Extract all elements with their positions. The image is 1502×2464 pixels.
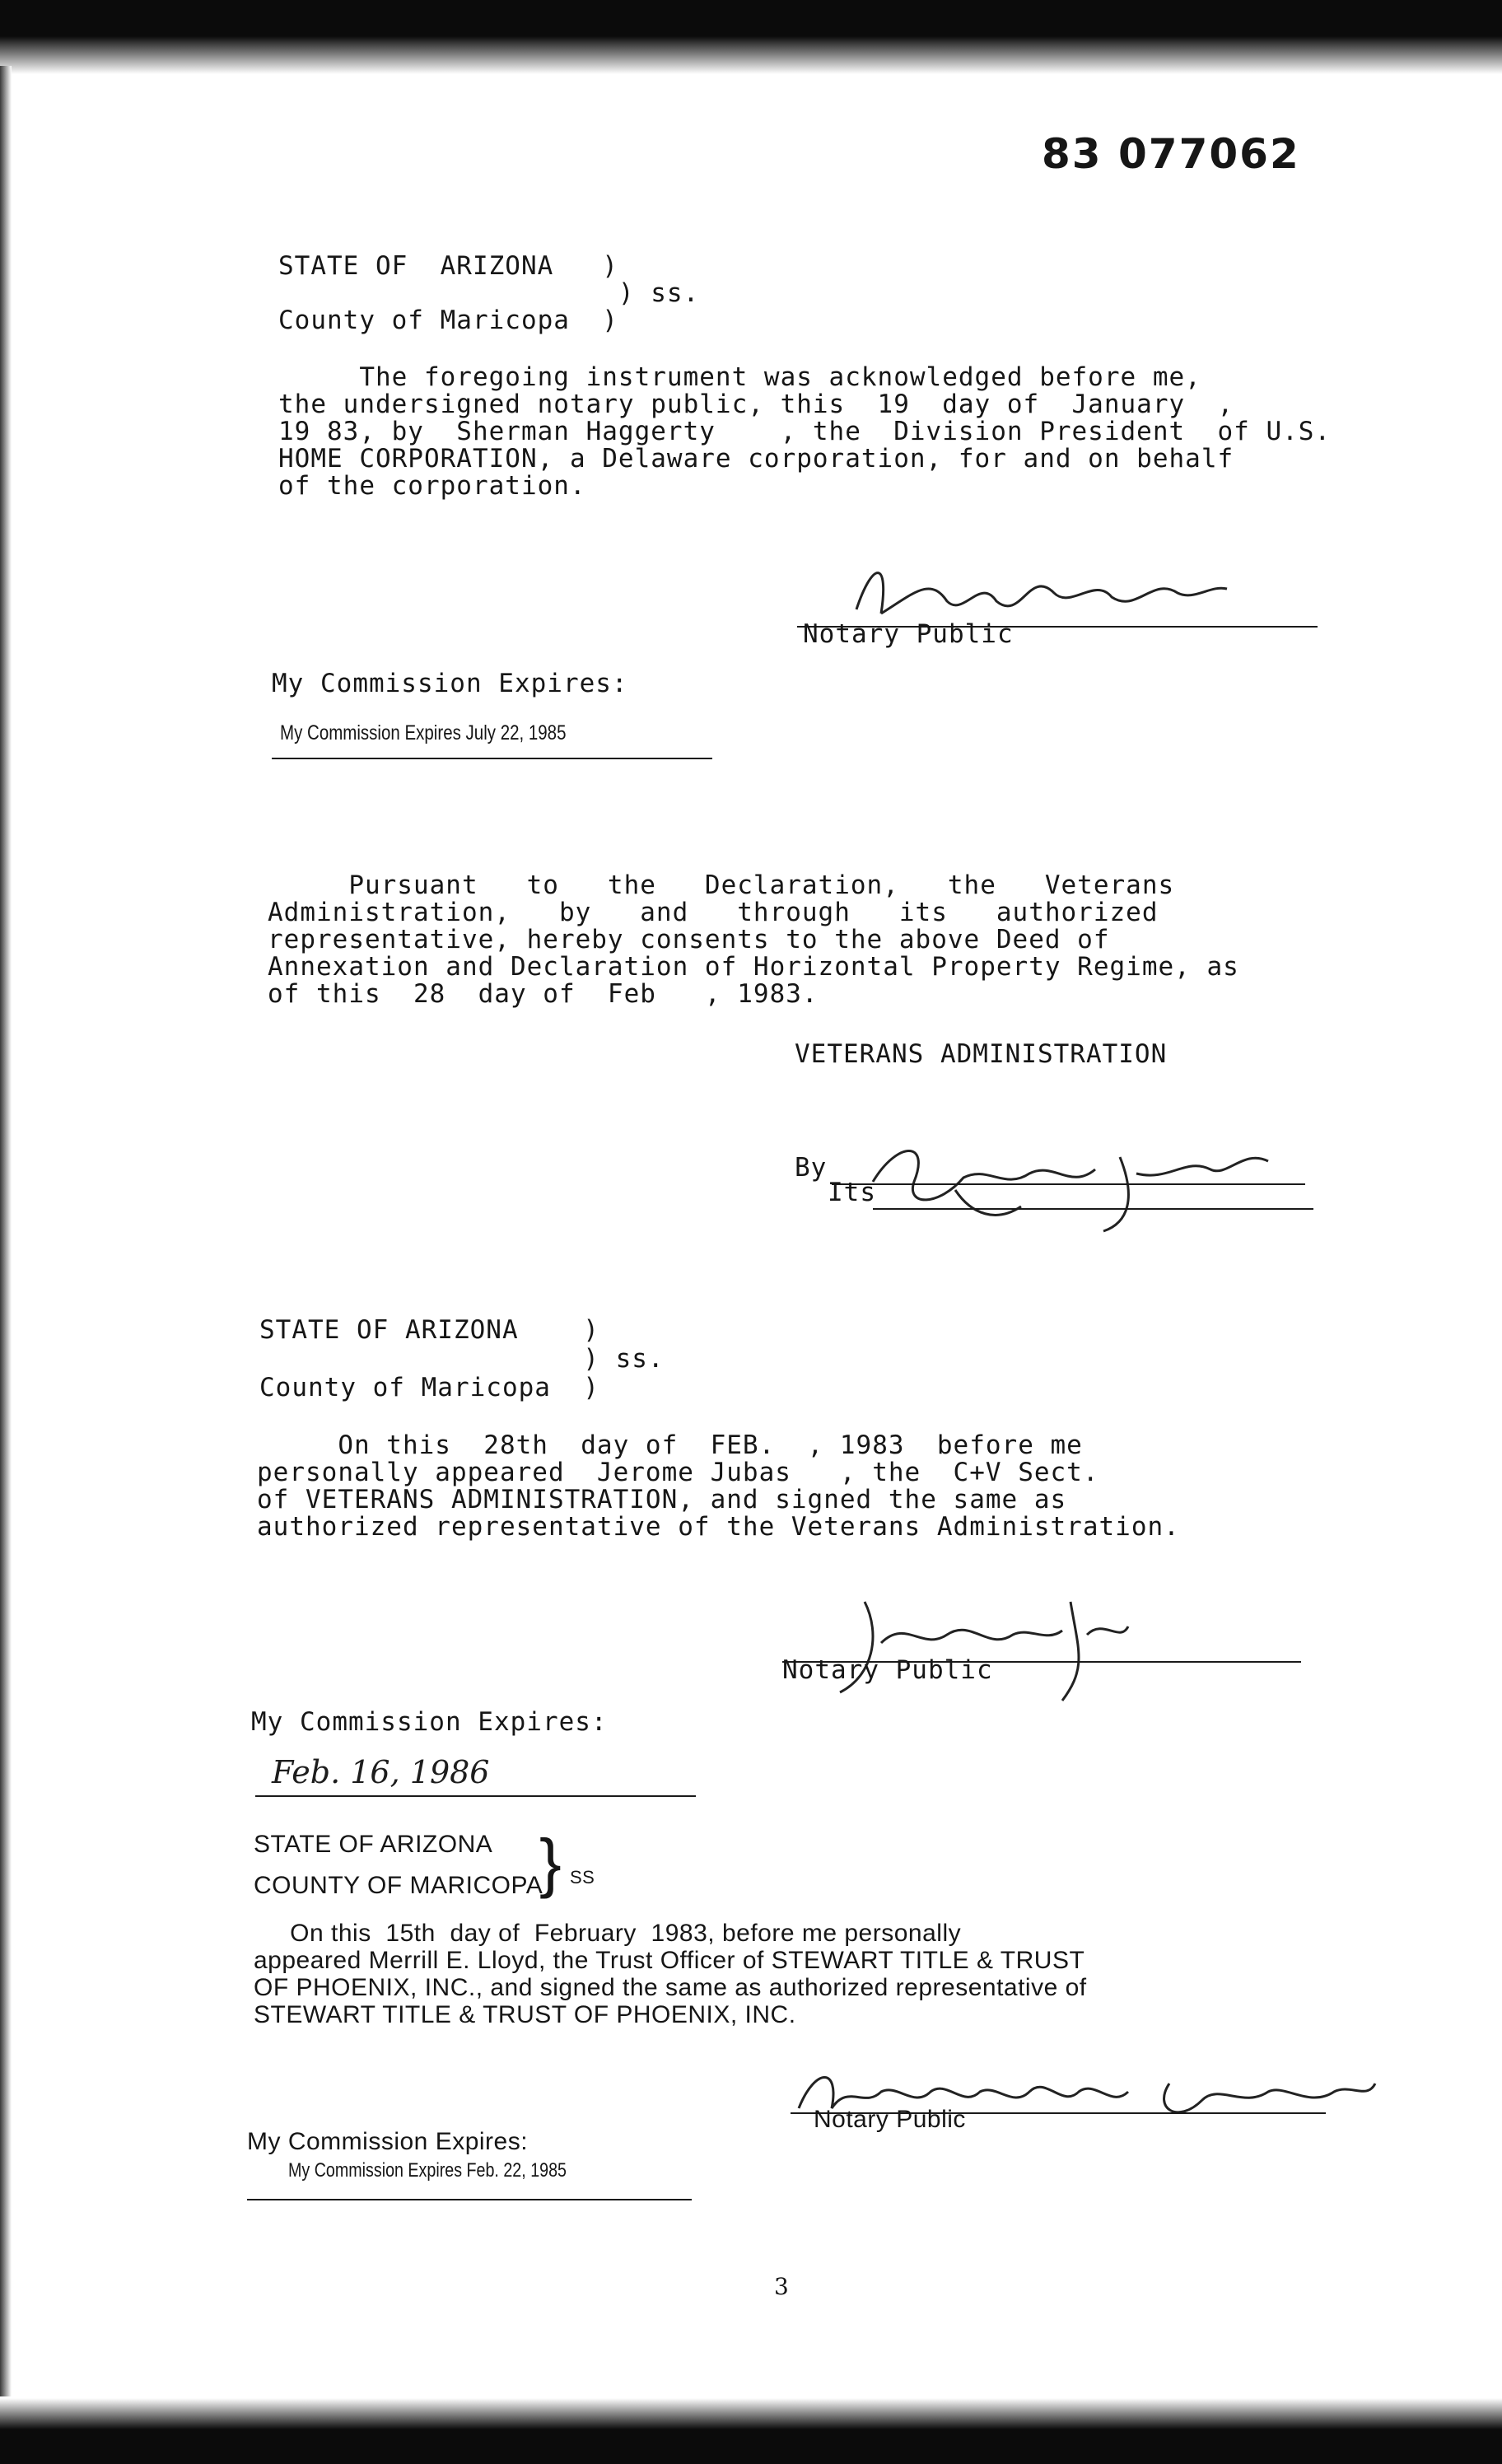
ack3-commission-label: My Commission Expires: <box>247 2128 529 2155</box>
consent-org: VETERANS ADMINISTRATION <box>795 1039 1168 1069</box>
ack2-ss-line: ) ss. <box>259 1344 665 1374</box>
ack2-notary-signature <box>815 1585 1161 1709</box>
ack3-notary-label: Notary Public <box>814 2106 966 2133</box>
ack2-county-line: County of Maricopa ) <box>259 1373 599 1402</box>
ack3-line-3: OF PHOENIX, INC., and signed the same as authorized representative of <box>254 1974 1087 2001</box>
document-number: 83 077062 <box>1042 130 1300 178</box>
ack2-commission-label: My Commission Expires: <box>251 1707 608 1737</box>
ack1-commission-label: My Commission Expires: <box>272 669 628 698</box>
ack2-commission-date: Feb. 16, 1986 <box>272 1754 490 1790</box>
ack3-commission-rule <box>247 2199 692 2200</box>
consent-its-label: Its <box>828 1178 876 1207</box>
ack3-brace: } <box>539 1826 562 1899</box>
ack2-line-1: On this 28th day of FEB. , 1983 before me <box>257 1430 1083 1460</box>
scan-top-edge <box>0 0 1502 74</box>
consent-line-1: Pursuant to the Declaration, the Veterans <box>268 870 1175 900</box>
page-number: 3 <box>774 2273 789 2300</box>
scan-bottom-edge <box>0 2398 1502 2464</box>
consent-its-rule <box>873 1208 1313 1210</box>
ack1-notary-label: Notary Public <box>803 619 1014 649</box>
ack2-line-4: authorized representative of the Veterans Administration. <box>257 1512 1180 1542</box>
consent-by-label: By <box>795 1153 828 1183</box>
consent-line-4: Annexation and Declaration of Horizontal Property Regime, as <box>268 952 1239 982</box>
consent-by-rule <box>832 1183 1305 1185</box>
ack1-ss-line: ) ss. <box>278 278 700 308</box>
ack1-line-3: 19 83, by Sherman Haggerty , the Division President of U.S. <box>278 417 1332 446</box>
ack3-county-line: COUNTY OF MARICOPA <box>254 1872 543 1899</box>
ack1-line-2: the undersigned notary public, this 19 day of January , <box>278 390 1234 419</box>
ack2-state-line: STATE OF ARIZONA ) <box>259 1315 599 1345</box>
ack3-state-line: STATE OF ARIZONA <box>254 1831 493 1858</box>
ack3-line-4: STEWART TITLE & TRUST OF PHOENIX, INC. <box>254 2001 796 2028</box>
ack1-commission-stamp: My Commission Expires July 22, 1985 <box>280 721 567 744</box>
ack1-line-5: of the corporation. <box>278 471 586 501</box>
ack2-line-3: of VETERANS ADMINISTRATION, and signed the same as <box>257 1485 1067 1514</box>
consent-line-3: representative, hereby consents to the above Deed of <box>268 925 1110 954</box>
ack1-commission-rule <box>272 758 712 759</box>
scan-left-edge <box>0 66 12 2396</box>
ack1-line-4: HOME CORPORATION, a Delaware corporation, for and on behalf <box>278 444 1234 474</box>
ack1-county-line: County of Maricopa ) <box>278 306 618 335</box>
consent-line-2: Administration, by and through its authorized <box>268 898 1159 927</box>
ack3-line-2: appeared Merrill E. Lloyd, the Trust Officer of STEWART TITLE & TRUST <box>254 1947 1085 1974</box>
consent-signature <box>856 1132 1318 1239</box>
ack2-line-2: personally appeared Jerome Jubas , the C+V Sect. <box>257 1458 1099 1487</box>
ack2-notary-label: Notary Public <box>782 1655 993 1685</box>
ack1-line-1: The foregoing instrument was acknowledged before me, <box>278 362 1201 392</box>
ack3-ss: SS <box>570 1867 595 1888</box>
consent-line-5: of this 28 day of Feb , 1983. <box>268 979 819 1009</box>
ack3-commission-stamp: My Commission Expires Feb. 22, 1985 <box>288 2159 567 2182</box>
ack3-line-1: On this 15th day of February 1983, before me personally <box>254 1920 962 1947</box>
ack2-commission-rule <box>255 1795 696 1797</box>
ack1-state-line: STATE OF ARIZONA ) <box>278 251 618 281</box>
